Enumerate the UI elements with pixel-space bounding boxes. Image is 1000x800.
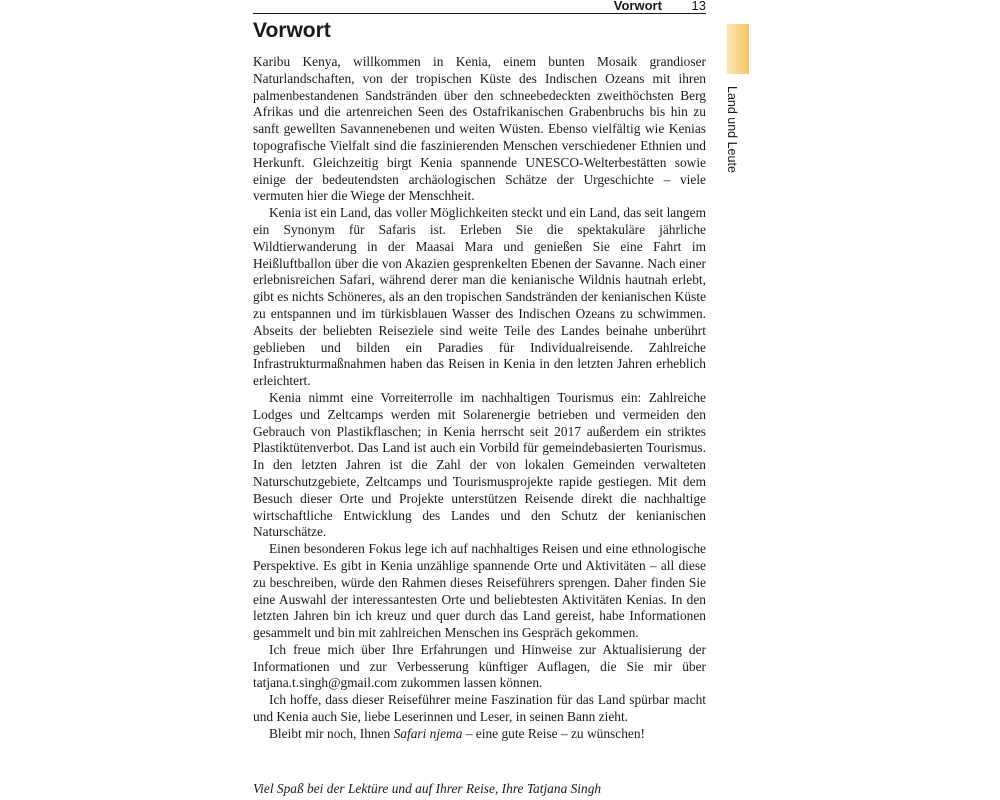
paragraph-hope: Ich hoffe, dass dieser Reiseführer meine Faszination für das Land spürbar macht und Kenia auch Sie, liebe Leserinnen und Leser, in seinen Bann zieht. xyxy=(253,692,706,725)
page-number: 13 xyxy=(691,0,706,13)
closing-text-before: Bleibt mir noch, Ihnen xyxy=(269,725,394,741)
body-text xyxy=(253,54,706,743)
paragraph-intro: Karibu Kenya, willkommen in Kenia, einem bunten Mosaik grandioser Naturlandschaften, von der tropischen Küste des Indischen Ozeans mit ihren palmenbestandenen Sandstränden über den schneebedeckten zweithöchsten Berg Afrikas und die artenreichen Seen des Ostafrikanischen Grabenbruchs bis hin zu sanft gewellten Savannenebenen und weiten Wüsten. Ebenso vielfältig wie Kenias topografische Vielfalt sind die faszinierenden Menschen verschiedener Ethnien und Herkunft. Gleichzeitig birgt Kenia spannende UNESCO-Welterbestätten sowie einige der bedeutendsten archäologischen Schätze der Urgeschichte – viele vermuten hier die Wiege der Menschheit. xyxy=(253,54,706,204)
paragraph-closing xyxy=(253,726,706,743)
running-head-section: Vorwort xyxy=(613,0,662,13)
paragraph-safari: Kenia ist ein Land, das voller Möglichkeiten steckt und ein Land, das seit langem ein Synonym für Safaris ist. Erleben Sie die spektakuläre jährliche Wildtierwanderung in der Maasai Mara und genießen Sie eine Fahrt im Heißluftballon über die von Akazien gesprenkelten Ebenen der Savanne. Nach einer erlebnisreichen Safari, während derer man die kenianische Wildnis hautnah erlebt, gibt es nichts Schöneres, als an den tropischen Sandstränden der kenianischen Küste zu entspannen und im türkisblauen Wasser des Indischen Ozeans zu schwimmen. Abseits der beliebten Reiseziele sind weite Teile des Landes beinahe unberührt geblieben und bilden ein Paradies für Individualreisende. Zahlreiche Infrastrukturmaßnahmen haben das Reisen in Kenia in den letzten Jahren erheblich erleichtert. xyxy=(253,205,706,389)
chapter-thumb-tab xyxy=(727,24,749,74)
paragraph-sustainability: Kenia nimmt eine Vorreiterrolle im nachhaltigen Tourismus ein: Zahlreiche Lodges und Zeltcamps werden mit Solarenergie betrieben und vermeiden den Gebrauch von Plastikflaschen; in Kenia herrscht seit 2017 außerdem ein striktes Plastiktütenverbot. Das Land ist auch ein Vorbild für gemeindebasierten Tourismus. In den letzten Jahren ist die Zahl der von lokalen Gemeinden verwalteten Naturschutzgebiete, Zeltcamps und Tourismusprojekte rapide gestiegen. Mit dem Besuch dieser Orte und Projekte unterstützen Reisende direkt die nachhaltige wirtschaftliche Entwicklung des Landes und den Schutz der kenianischen Naturschätze. xyxy=(253,389,706,540)
paragraph-feedback: Ich freue mich über Ihre Erfahrungen und Hinweise zur Aktualisierung der Informationen und zur Verbesserung künftiger Auflagen, die Sie mir über tatjana.t.singh@gmail.com zukommen lassen können. xyxy=(253,641,706,691)
closing-text-after: – eine gute Reise – zu wünschen! xyxy=(462,725,645,741)
page-title: Vorwort xyxy=(253,19,331,42)
paragraph-focus: Einen besonderen Fokus lege ich auf nachhaltiges Reisen und eine ethnologische Perspektive. Es gibt in Kenia unzählige spannende Orte und Aktivitäten – all diese zu beschreiben, würde den Rahmen dieses Reiseführers sprengen. Daher finden Sie eine Auswahl der interessantesten Orte und beliebtesten Aktivitäten Kenias. In den letzten Jahren bin ich kreuz und quer durch das Land gereist, habe Informationen gesammelt und bin mit zahlreichen Menschen ins Gespräch gekommen. xyxy=(253,541,706,641)
chapter-side-label: Land und Leute xyxy=(725,86,739,173)
header-rule xyxy=(253,13,706,14)
signature: Viel Spaß bei der Lektüre und auf Ihrer Reise, Ihre Tatjana Singh xyxy=(253,781,602,796)
running-head xyxy=(614,0,706,13)
closing-emphasis: Safari njema xyxy=(393,725,463,741)
